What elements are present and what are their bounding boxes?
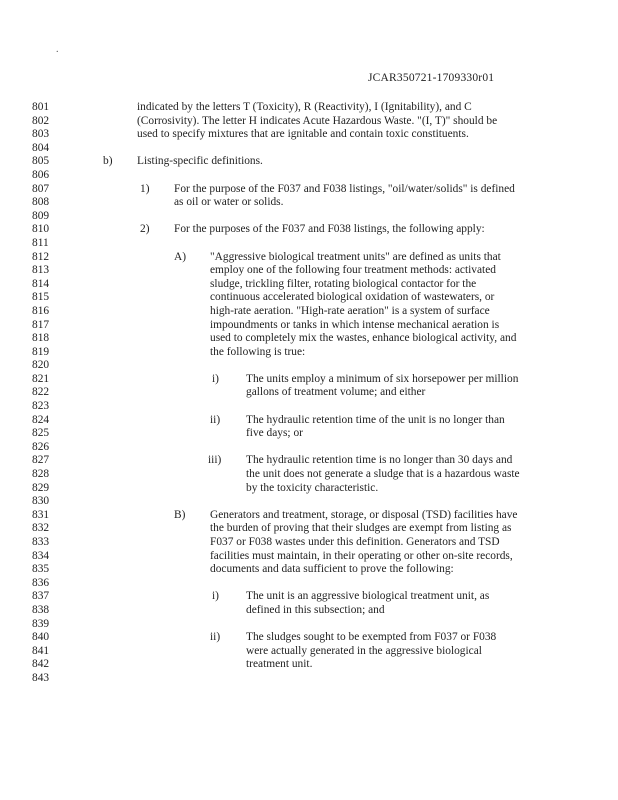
document-line [0,223,618,237]
document-line [0,101,618,115]
line-text: The sludges sought to be exempted from F037 or F038 [246,631,497,644]
line-text: were actually generated in the aggressive biological [246,644,482,657]
line-number: 808 [32,196,50,209]
line-number: 813 [32,264,50,277]
line-number: 834 [32,549,50,562]
line-number: 836 [32,576,50,589]
document-line [0,495,618,509]
line-text: defined in this subsection; and [246,603,385,616]
line-text: F037 or F038 wastes under this definition. Generators and TSD [210,536,500,548]
document-line [0,441,618,455]
line-text: The units employ a minimum of six horsepower per million [246,372,519,385]
line-number: 801 [32,101,50,113]
line-number: 820 [32,359,50,372]
line-text: continuous accelerated biological oxidation of wastewaters, or [210,291,495,304]
line-text: For the purposes of the F037 and F038 listings, the following apply: [174,223,485,236]
line-text: used to specify mixtures that are ignitable and contain toxic constituents. [137,128,469,141]
line-text: gallons of treatment volume; and either [246,386,426,399]
corner-mark: . [56,44,59,55]
document-id-header: JCAR350721-1709330r01 [368,72,495,84]
list-label: 1) [140,182,150,195]
document-line [0,522,618,536]
list-label: A) [174,250,187,263]
line-text: by the toxicity characteristic. [246,481,379,494]
document-line [0,563,618,577]
line-number: 814 [32,277,50,290]
line-text: the following is true: [210,345,306,358]
document-line [0,454,618,468]
document-line [0,332,618,346]
line-number: 812 [32,250,50,263]
line-number: 817 [32,318,50,331]
line-number: 830 [32,495,50,508]
document-line [0,509,618,523]
document-line [0,468,618,482]
list-label: B) [174,508,186,521]
line-number: 832 [32,522,50,535]
line-text: documents and data sufficient to prove the following: [210,563,454,576]
line-text: employ one of the following four treatment methods: activated [210,264,496,277]
line-number: 839 [32,617,50,630]
line-text: treatment unit. [246,658,313,671]
document-line [0,414,618,428]
line-text: For the purpose of the F037 and F038 listings, "oil/water/solids" is defined [174,182,515,195]
document-body [0,101,618,686]
document-line [0,550,618,564]
line-number: 835 [32,563,50,576]
document-line [0,658,618,672]
line-text: as oil or water or solids. [174,196,284,209]
line-number: 841 [32,644,50,657]
document-line [0,264,618,278]
document-line [0,427,618,441]
line-number: 826 [32,440,50,453]
line-text: facilities must maintain, in their operating or other on-site records, [210,549,513,562]
list-label: i) [212,372,219,385]
line-text: "Aggressive biological treatment units" are defined as units that [210,250,501,263]
line-number: 815 [32,291,50,304]
document-line [0,291,618,305]
list-label: b) [103,155,113,168]
line-number: 803 [32,128,50,141]
line-number: 819 [32,345,50,358]
document-line [0,155,618,169]
document-line [0,319,618,333]
document-line [0,359,618,373]
line-number: 818 [32,332,50,345]
line-number: 831 [32,508,50,521]
line-text: sludge, trickling filter, rotating biological contactor for the [210,277,477,290]
document-line [0,278,618,292]
list-label: i) [212,590,219,603]
document-line [0,618,618,632]
line-number: 811 [32,236,49,249]
line-number: 809 [32,209,50,222]
document-line [0,536,618,550]
list-label: iii) [208,454,222,467]
line-number: 840 [32,631,50,644]
line-text: The hydraulic retention time of the unit is no longer than [246,413,505,426]
line-number: 842 [32,658,50,671]
document-line [0,183,618,197]
list-label: 2) [140,223,150,236]
document-line [0,482,618,496]
line-text: the burden of proving that their sludges are exempt from listing as [210,522,512,535]
line-number: 829 [32,481,50,494]
line-text: Listing-specific definitions. [137,155,263,168]
line-text: five days; or [246,427,303,440]
line-number: 806 [32,168,50,181]
line-number: 833 [32,536,50,548]
line-number: 804 [32,141,50,154]
line-number: 816 [32,304,50,317]
line-text: The hydraulic retention time is no longer than 30 days and [246,454,513,467]
document-line [0,590,618,604]
line-number: 827 [32,454,50,467]
line-number: 828 [32,468,50,481]
line-text: high-rate aeration. "High-rate aeration" is a system of surface [210,304,490,317]
line-text: indicated by the letters T (Toxicity), R (Reactivity), I (Ignitability), and C [137,101,472,113]
document-line [0,237,618,251]
document-line [0,305,618,319]
line-number: 822 [32,386,50,399]
document-line [0,196,618,210]
line-number: 825 [32,427,50,440]
line-number: 843 [32,671,50,684]
line-text: Generators and treatment, storage, or disposal (TSD) facilities have [210,508,518,521]
line-text: the unit does not generate a sludge that is a hazardous waste [246,468,520,481]
document-line [0,346,618,360]
line-text: used to completely mix the wastes, enhance biological activity, and [210,332,517,345]
line-number: 824 [32,413,50,426]
line-text: impoundments or tanks in which intense mechanical aeration is [210,318,500,331]
line-number: 821 [32,372,50,385]
line-number: 837 [32,590,50,603]
document-line [0,577,618,591]
line-text: (Corrosivity). The letter H indicates Acute Hazardous Waste. "(I, T)" should be [137,114,498,127]
list-label: ii) [210,413,221,426]
document-line [0,373,618,387]
line-number: 807 [32,182,50,195]
line-number: 805 [32,155,50,168]
document-line [0,645,618,659]
list-label: ii) [210,631,221,644]
document-line [0,142,618,156]
document-line [0,115,618,129]
line-number: 838 [32,603,50,616]
line-number: 810 [32,223,50,236]
document-line [0,386,618,400]
document-line [0,631,618,645]
document-line [0,251,618,265]
document-line [0,672,618,686]
document-line [0,400,618,414]
document-line [0,604,618,618]
line-text: The unit is an aggressive biological treatment unit, as [246,590,490,603]
document-line [0,210,618,224]
line-number: 823 [32,400,50,413]
document-line [0,128,618,142]
line-number: 802 [32,114,50,127]
document-line [0,169,618,183]
